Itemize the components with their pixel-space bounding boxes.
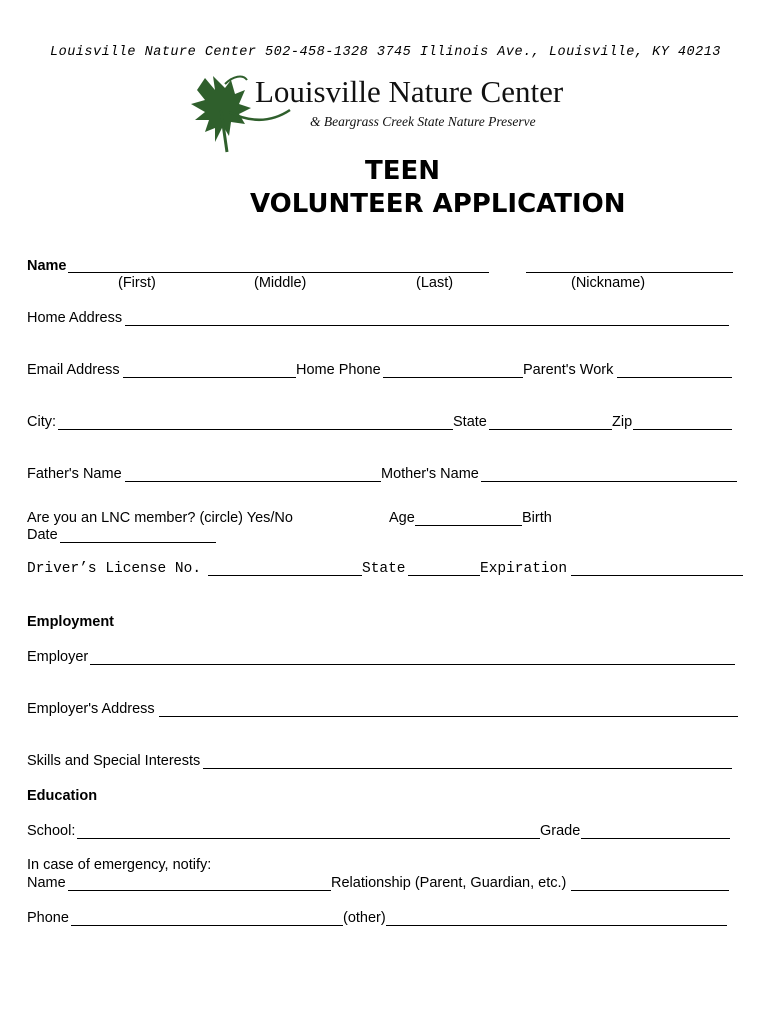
contact-line: Louisville Nature Center 502-458-1328 3745 Illinois Ave., Louisville, KY 40213 — [50, 45, 721, 60]
name-field[interactable] — [68, 272, 489, 273]
employer-field[interactable] — [90, 664, 735, 665]
dl-state-field[interactable] — [408, 575, 480, 576]
birth-date-field[interactable] — [60, 542, 216, 543]
title-line-2: VOLUNTEER APPLICATION — [250, 189, 626, 219]
drivers-license-field[interactable] — [208, 575, 362, 576]
emergency-name-field[interactable] — [68, 890, 331, 891]
employment-heading: Employment — [27, 614, 115, 630]
drivers-license-label: Driver’s License No. — [27, 561, 202, 577]
skills-field[interactable] — [203, 768, 732, 769]
skills-label: Skills and Special Interests — [27, 753, 201, 769]
email-label: Email Address — [27, 362, 120, 378]
birth-label: Birth — [522, 510, 552, 526]
city-label: City: — [27, 414, 56, 430]
lnc-member-label: Are you an LNC member? (circle) Yes/No — [27, 510, 293, 526]
state-label: State — [453, 414, 487, 430]
fathers-name-label: Father's Name — [27, 466, 122, 482]
mothers-name-field[interactable] — [481, 481, 737, 482]
fathers-name-field[interactable] — [125, 481, 381, 482]
emergency-phone-label: Phone — [27, 910, 69, 926]
mothers-name-label: Mother's Name — [381, 466, 479, 482]
dl-state-label: State — [362, 561, 406, 577]
employer-address-label: Employer's Address — [27, 701, 155, 717]
zip-label: Zip — [612, 414, 633, 430]
grade-field[interactable] — [581, 838, 730, 839]
home-phone-label: Home Phone — [296, 362, 381, 378]
education-heading: Education — [27, 788, 98, 804]
expiration-field[interactable] — [571, 575, 743, 576]
middle-caption: (Middle) — [254, 275, 307, 291]
home-address-field[interactable] — [125, 325, 729, 326]
date-label: Date — [27, 527, 58, 543]
school-field[interactable] — [77, 838, 540, 839]
other-phone-label: (other) — [343, 910, 386, 926]
employer-label: Employer — [27, 649, 89, 665]
nickname-field[interactable] — [526, 272, 733, 273]
zip-field[interactable] — [633, 429, 732, 430]
email-field[interactable] — [123, 377, 296, 378]
logo — [185, 70, 585, 160]
age-label: Age — [389, 510, 415, 526]
relationship-field[interactable] — [571, 890, 729, 891]
home-address-label: Home Address — [27, 310, 123, 326]
logo-tagline: & Beargrass Creek State Nature Preserve — [310, 114, 536, 129]
logo-name: Louisville Nature Center — [255, 74, 564, 109]
emergency-intro: In case of emergency, notify: — [27, 857, 212, 873]
city-field[interactable] — [58, 429, 453, 430]
expiration-label: Expiration — [480, 561, 568, 577]
other-phone-field[interactable] — [386, 925, 727, 926]
last-caption: (Last) — [416, 275, 454, 291]
emergency-phone-field[interactable] — [71, 925, 343, 926]
nickname-caption: (Nickname) — [571, 275, 646, 291]
name-label: Name — [27, 258, 67, 274]
parents-work-field[interactable] — [617, 377, 732, 378]
relationship-label: Relationship (Parent, Guardian, etc.) — [331, 875, 567, 891]
title-line-1: TEEN — [365, 156, 441, 186]
parents-work-label: Parent's Work — [523, 362, 614, 378]
home-phone-field[interactable] — [383, 377, 523, 378]
employer-address-field[interactable] — [159, 716, 738, 717]
grade-label: Grade — [540, 823, 581, 839]
first-caption: (First) — [118, 275, 156, 291]
school-label: School: — [27, 823, 76, 839]
emergency-name-label: Name — [27, 875, 66, 891]
state-field[interactable] — [489, 429, 612, 430]
age-field[interactable] — [415, 525, 522, 526]
